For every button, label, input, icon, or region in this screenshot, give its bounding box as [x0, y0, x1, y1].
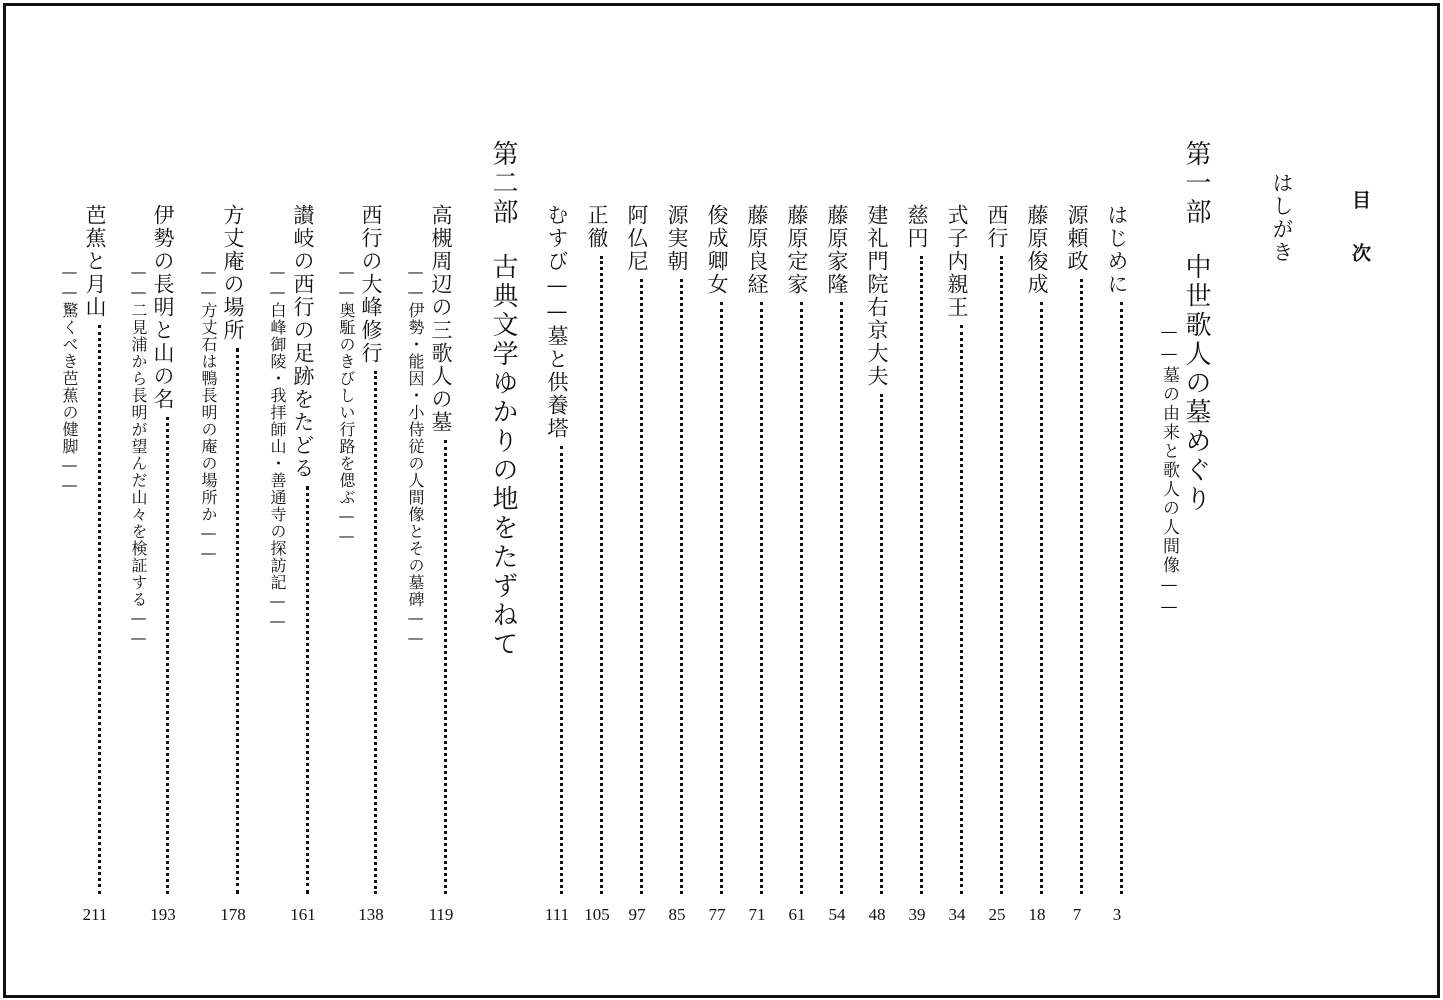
part-1-number: 第一部 [1181, 140, 1211, 227]
leader-dots [1120, 302, 1123, 894]
entry-label: 芭蕉と月山 [83, 204, 107, 319]
toc-entry[interactable] [152, 204, 173, 894]
part-2-heading [490, 140, 516, 659]
toc-entry[interactable] [946, 204, 967, 894]
toc-entry[interactable] [866, 204, 887, 894]
leader-dots [98, 325, 101, 894]
entry-label: 藤原家隆 [825, 204, 849, 296]
entry-label: 藤原俊成 [1025, 204, 1049, 296]
leader-dots [560, 446, 563, 894]
leader-dots [306, 486, 309, 894]
leader-dots [960, 325, 963, 894]
toc-entry[interactable] [222, 204, 243, 894]
part-1-subtitle: ——墓の由来と歌人の人間像—— [1159, 322, 1179, 619]
page-number: 161 [290, 905, 316, 924]
toc-entry[interactable] [1066, 204, 1087, 894]
toc-entry[interactable] [786, 204, 807, 894]
leader-dots [600, 256, 603, 894]
entry-label: 西行の大峰修行 [359, 204, 383, 365]
leader-dots [236, 348, 239, 894]
entry-label: 方丈庵の場所 [221, 204, 245, 342]
entry-label: 源頼政 [1065, 204, 1089, 273]
part-2-title: 古典文学ゆかりの地をたずねて [488, 253, 518, 659]
entry-label: 建礼門院右京大夫 [865, 204, 889, 388]
toc-entry[interactable] [1106, 204, 1127, 894]
toc-entry[interactable] [586, 204, 607, 894]
page-number: 34 [948, 905, 966, 924]
leader-dots [1080, 279, 1083, 894]
entry-label: 藤原良経 [745, 204, 769, 296]
toc-entry[interactable] [1026, 204, 1047, 894]
entry-label: 正徹 [585, 204, 609, 250]
page-number: 105 [584, 905, 610, 924]
leader-dots [374, 371, 377, 894]
entry-label: 讃岐の西行の足跡をたどる [291, 204, 315, 480]
entry-subtitle: ——二見浦から長明が望んだ山々を検証する—— [129, 262, 148, 648]
entry-subtitle: ——方丈石は鴨長明の庵の場所か—— [199, 262, 218, 563]
leader-dots [840, 302, 843, 894]
page-number: 211 [82, 905, 108, 924]
entry-label: 慈円 [905, 204, 929, 250]
page-number: 193 [150, 905, 176, 924]
toc-entry[interactable] [706, 204, 727, 894]
page-number: 3 [1112, 905, 1122, 924]
toc-title: 目次 [1349, 190, 1371, 296]
entry-subtitle: ——伊勢・能因・小侍従の人間像とその墓碑—— [406, 262, 425, 648]
entry-label: 藤原定家 [785, 204, 809, 296]
leader-dots [880, 394, 883, 894]
toc-entry[interactable] [986, 204, 1007, 894]
leader-dots [166, 417, 169, 894]
leader-dots [444, 440, 447, 894]
toc-entry[interactable] [906, 204, 927, 894]
page-number: 25 [988, 905, 1006, 924]
entry-subtitle: ——奥駈のきびしい行路を偲ぶ—— [337, 262, 356, 546]
leader-dots [1040, 302, 1043, 894]
leader-dots [920, 256, 923, 894]
toc-entry[interactable] [360, 204, 381, 894]
leader-dots [640, 279, 643, 894]
leader-dots [800, 302, 803, 894]
entry-label: 阿仏尼 [625, 204, 649, 273]
entry-label: 西行 [985, 204, 1009, 250]
leader-dots [760, 302, 763, 894]
toc-entry[interactable] [666, 204, 687, 894]
toc-entry[interactable] [430, 204, 451, 894]
page-number: 77 [708, 905, 726, 924]
entry-subtitle: ——白峰御陵・我拝師山・善通寺の探訪記—— [268, 262, 287, 631]
entry-label: 源実朝 [665, 204, 689, 273]
toc-entry[interactable] [546, 204, 567, 894]
page-number: 85 [668, 905, 686, 924]
page-number: 71 [748, 905, 766, 924]
entry-label: はじめに [1105, 204, 1129, 296]
page-number: 119 [428, 905, 454, 924]
leader-dots [720, 302, 723, 894]
entry-label: むすび——墓と供養塔 [545, 204, 569, 440]
entry-subtitle: ——驚くべき芭蕉の健脚—— [60, 262, 79, 495]
preface-entry[interactable]: はしがき [1270, 172, 1294, 264]
part-1-title: 中世歌人の墓めぐり [1181, 253, 1211, 514]
toc-entry[interactable] [746, 204, 767, 894]
toc-entry[interactable] [826, 204, 847, 894]
entry-label: 式子内親王 [945, 204, 969, 319]
page-number: 18 [1028, 905, 1046, 924]
page-number: 39 [908, 905, 926, 924]
toc-entry[interactable] [626, 204, 647, 894]
page-number: 138 [358, 905, 384, 924]
page-number: 97 [628, 905, 646, 924]
page-number: 111 [544, 905, 570, 924]
entry-label: 高槻周辺の三歌人の墓 [429, 204, 453, 434]
part-2-number: 第二部 [488, 140, 518, 227]
page-number: 178 [220, 905, 246, 924]
part-1-heading [1183, 140, 1209, 514]
page-number: 48 [868, 905, 886, 924]
page-number: 54 [828, 905, 846, 924]
toc-entry[interactable] [84, 204, 105, 894]
page-number: 7 [1072, 905, 1082, 924]
leader-dots [680, 279, 683, 894]
entry-label: 伊勢の長明と山の名 [151, 204, 175, 411]
entry-label: 俊成卿女 [705, 204, 729, 296]
page-number: 61 [788, 905, 806, 924]
toc-entry[interactable] [292, 204, 313, 894]
leader-dots [1000, 256, 1003, 894]
